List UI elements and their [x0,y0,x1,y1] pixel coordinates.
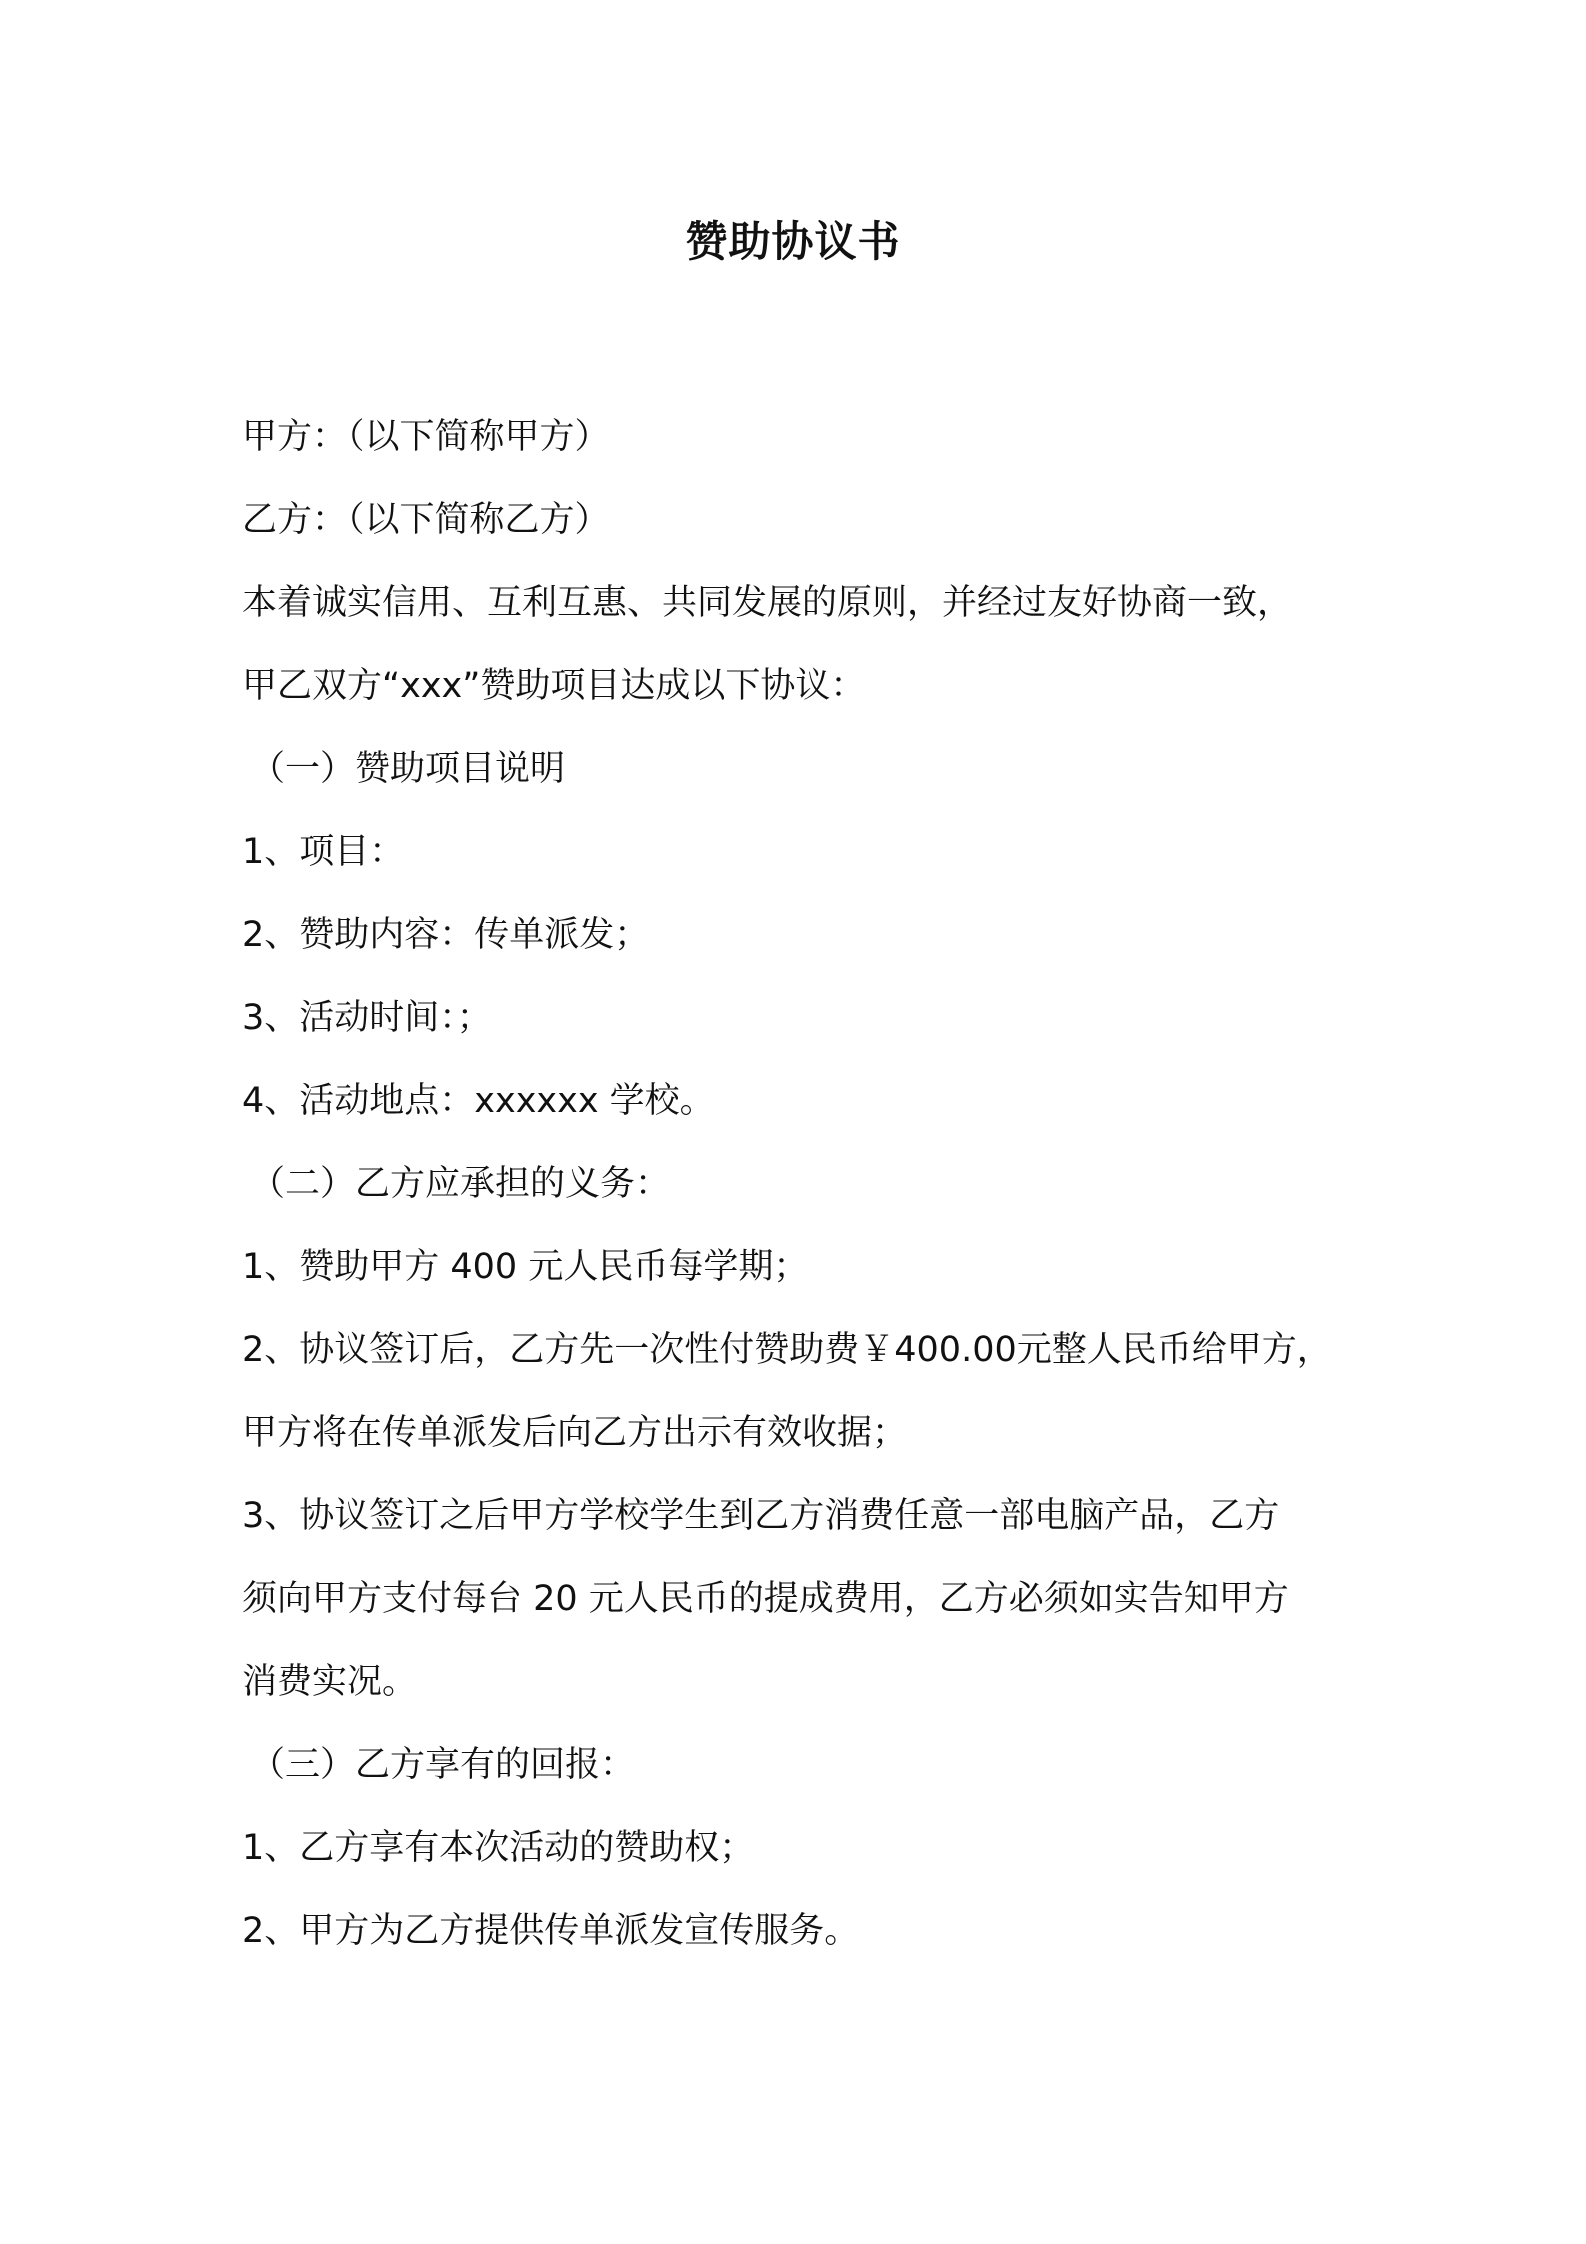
section-2-item-3-line-3: 消费实况。 [242,1662,418,1702]
section-2-item-2-line-1: 2、协议签订后，乙方先一次性付赞助费￥400.00元整人民币给甲方， [242,1330,1332,1370]
section-1-item-4: 4、活动地点：xxxxxx 学校。 [242,1081,715,1121]
section-2-item-2-line-2: 甲方将在传单派发后向乙方出示有效收据； [242,1413,908,1453]
party-b-line: 乙方：（以下简称乙方） [242,500,610,540]
preamble-line-1: 本着诚实信用、互利互惠、共同发展的原则，并经过友好协商一致， [242,583,1293,623]
section-2-item-3-line-2: 须向甲方支付每台 20 元人民币的提成费用，乙方必须如实告知甲方 [242,1579,1289,1619]
section-3-item-1: 1、乙方享有本次活动的赞助权； [242,1828,755,1868]
section-3-heading: （三）乙方享有的回报： [250,1745,636,1785]
section-1-item-1: 1、项目： [242,832,405,872]
document-title: 赞助协议书 [685,217,901,266]
party-a-line: 甲方：（以下简称甲方） [242,417,610,457]
section-1-heading: （一）赞助项目说明 [250,749,566,789]
section-2-item-1: 1、赞助甲方 400 元人民币每学期； [242,1247,809,1287]
section-1-item-3: 3、活动时间：； [242,998,492,1038]
section-1-item-2: 2、赞助内容：传单派发； [242,915,650,955]
section-2-item-3-line-1: 3、协议签订之后甲方学校学生到乙方消费任意一部电脑产品，乙方 [242,1496,1280,1536]
section-2-heading: （二）乙方应承担的义务： [250,1164,671,1204]
section-3-item-2: 2、甲方为乙方提供传单派发宣传服务。 [242,1911,860,1951]
preamble-line-2: 甲乙双方“xxx”赞助项目达成以下协议： [242,666,866,706]
